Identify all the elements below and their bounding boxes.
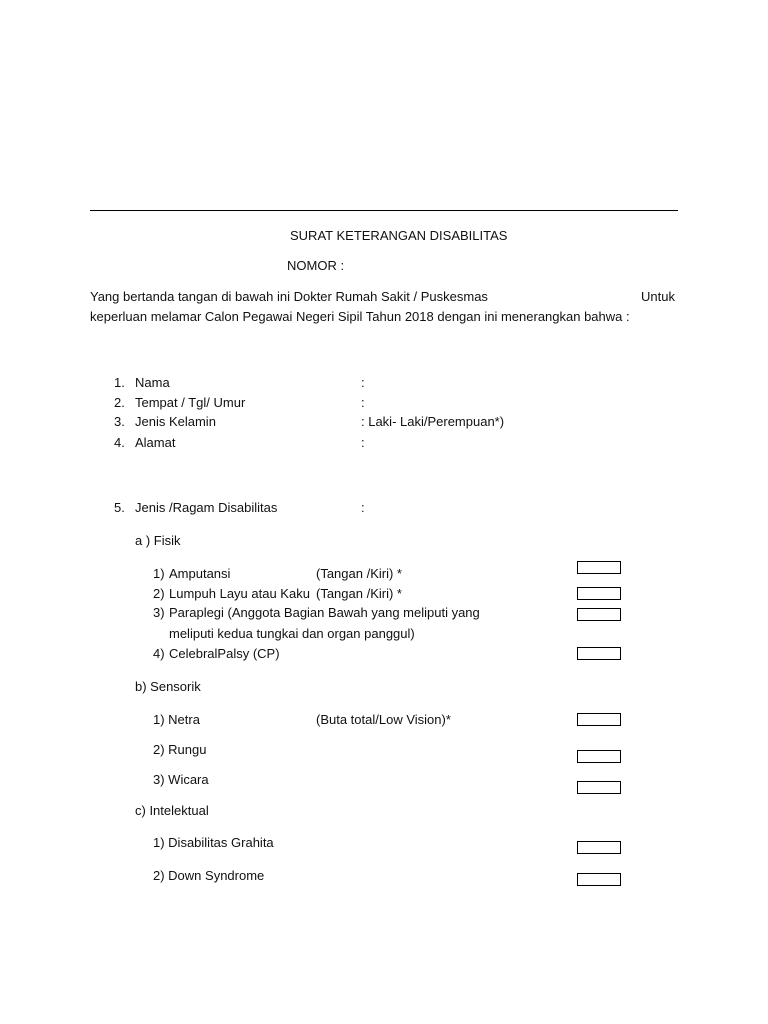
field-value[interactable]: : (361, 375, 365, 390)
section-heading-fisik: a ) Fisik (135, 533, 181, 548)
option-number: 1) (153, 566, 165, 581)
checkbox-netra[interactable] (577, 713, 621, 726)
option-note: (Tangan /Kiri) * (316, 566, 402, 581)
intro-line-1: Yang bertanda tangan di bawah ini Dokter Rumah Sakit / Puskesmas (90, 289, 488, 304)
document-title: SURAT KETERANGAN DISABILITAS (290, 228, 508, 243)
field-value[interactable]: : (361, 395, 365, 410)
field-number: 2. (114, 395, 125, 410)
option-label-celebral-palsy: CelebralPalsy (CP) (169, 646, 280, 661)
field-label: Alamat (135, 435, 176, 450)
field-value[interactable]: : (361, 435, 365, 450)
intro-line-1-right: Untuk (641, 289, 675, 304)
option-note: (Buta total/Low Vision)* (316, 712, 451, 727)
checkbox-down-syndrome[interactable] (577, 873, 621, 886)
field-label: Tempat / Tgl/ Umur (135, 395, 246, 410)
field-label: Jenis /Ragam Disabilitas (135, 500, 278, 515)
section-heading-intelektual: c) Intelektual (135, 803, 209, 818)
option-label-paraplegi: Paraplegi (Anggota Bagian Bawah yang meliputi yang (169, 605, 480, 620)
intro-line-2: keperluan melamar Calon Pegawai Negeri Sipil Tahun 2018 dengan ini menerangkan bahwa : (90, 309, 630, 324)
field-label: Nama (135, 375, 170, 390)
section-heading-sensorik: b) Sensorik (135, 679, 201, 694)
field-number: 5. (114, 500, 125, 515)
field-value[interactable]: : (361, 500, 365, 515)
option-note: (Tangan /Kiri) * (316, 586, 402, 601)
checkbox-disabilitas-grahita[interactable] (577, 841, 621, 854)
checkbox-paraplegi[interactable] (577, 608, 621, 621)
header-rule (90, 210, 678, 211)
field-number: 1. (114, 375, 125, 390)
option-number: 4) (153, 646, 165, 661)
option-label-paraplegi-cont: meliputi kedua tungkai dan organ panggul) (169, 626, 415, 641)
checkbox-rungu[interactable] (577, 750, 621, 763)
field-number: 3. (114, 414, 125, 429)
checkbox-celebral-palsy[interactable] (577, 647, 621, 660)
checkbox-lumpuh-layu[interactable] (577, 587, 621, 600)
option-number: 2) (153, 586, 165, 601)
option-label-rungu: 2) Rungu (153, 742, 207, 757)
field-value[interactable]: : Laki- Laki/Perempuan*) (361, 414, 505, 429)
option-label-down-syndrome: 2) Down Syndrome (153, 868, 265, 883)
document-number: NOMOR : (287, 258, 345, 273)
field-label: Jenis Kelamin (135, 414, 216, 429)
option-number: 3) (153, 605, 165, 620)
field-number: 4. (114, 435, 125, 450)
checkbox-wicara[interactable] (577, 781, 621, 794)
option-label-netra: 1) Netra (153, 712, 200, 727)
option-label-lumpuh-layu: Lumpuh Layu atau Kaku (169, 586, 310, 601)
checkbox-amputansi[interactable] (577, 561, 621, 574)
option-label-amputansi: Amputansi (169, 566, 231, 581)
option-label-disabilitas-grahita: 1) Disabilitas Grahita (153, 835, 274, 850)
option-label-wicara: 3) Wicara (153, 772, 209, 787)
